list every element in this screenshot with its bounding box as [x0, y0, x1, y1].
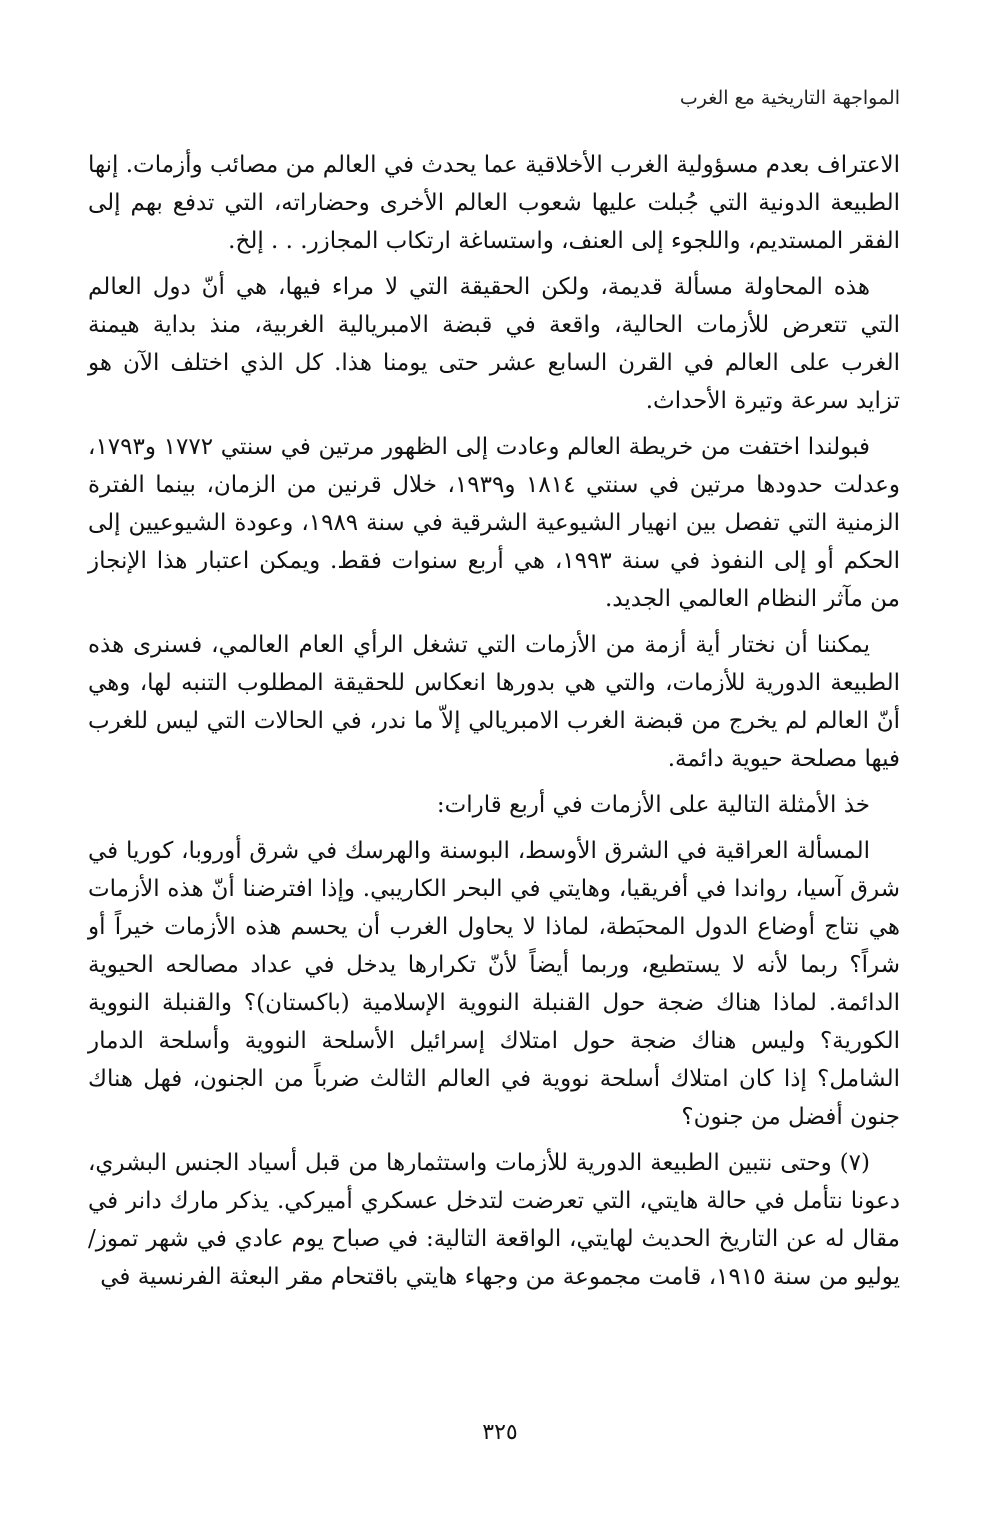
body-text: [88, 146, 900, 1304]
paragraph-2: هذه المحاولة مسألة قديمة، ولكن الحقيقة التي لا مراء فيها، هي أنّ دول العالم التي تتعرض للأزمات الحالية، واقعة في قبضة الامبريالية الغربية، منذ بداية هيمنة الغرب على العالم في القرن السابع عشر حتى يومنا هذا. كل الذي اختلف الآن هو تزايد سرعة وتيرة الأحداث.: [88, 274, 900, 414]
paragraph-1: الاعتراف بعدم مسؤولية الغرب الأخلاقية عما يحدث في العالم من مصائب وأزمات. إنها الطبيعة الدونية التي جُبلت عليها شعوب العالم الأخرى وحضاراته، التي تدفع بهم إلى الفقر المستديم، واللجوء إلى العنف، واستساغة ارتكاب المجازر. . . إلخ.: [88, 152, 900, 254]
paragraph-6: المسألة العراقية في الشرق الأوسط، البوسنة والهرسك في شرق أوروبا، كوريا في شرق آسيا، رواندا في أفريقيا، وهايتي في البحر الكاريبي. وإذا افترضنا أنّ هذه الأزمات هي نتاج أوضاع الدول المحبَطة، لماذا لا يحاول الغرب أن يحسم هذه الأزمات خيراً أو شراً؟ ربما لأنه لا يستطيع، وربما أيضاً لأنّ تكرارها يدخل في عداد مصالحه الحيوية الدائمة. لماذا هناك ضجة حول القنبلة النووية الإسلامية (باكستان)؟ والقنبلة النووية الكورية؟ وليس هناك ضجة حول امتلاك إسرائيل الأسلحة النووية وأسلحة الدمار الشامل؟ إذا كان امتلاك أسلحة نووية في العالم الثالث ضرباً من الجنون، فهل هناك جنون أفضل من جنون؟: [88, 838, 900, 1130]
page-number: ٣٢٥: [482, 1420, 518, 1445]
paragraph-3: فبولندا اختفت من خريطة العالم وعادت إلى الظهور مرتين في سنتي ١٧٧٢ و١٧٩٣، وعدلت حدودها مرتين في سنتي ١٨١٤ و١٩٣٩، خلال قرنين من الزمان، بينما الفترة الزمنية التي تفصل بين انهيار الشيوعية الشرقية في سنة ١٩٨٩، وعودة الشيوعيين إلى الحكم أو إلى النفوذ في سنة ١٩٩٣، هي أربع سنوات فقط. ويمكن اعتبار هذا الإنجاز من مآثر النظام العالمي الجديد.: [88, 434, 900, 612]
paragraph-4: يمكننا أن نختار أية أزمة من الأزمات التي تشغل الرأي العام العالمي، فسنرى هذه الطبيعة الدورية للأزمات، والتي هي بدورها انعكاس للحقيقة المطلوب التنبه لها، وهي أنّ العالم لم يخرج من قبضة الغرب الامبريالي إلاّ ما ندر، في الحالات التي ليس للغرب فيها مصلحة حيوية دائمة.: [88, 632, 900, 772]
paragraph-5: خذ الأمثلة التالية على الأزمات في أربع قارات:: [436, 792, 870, 818]
running-header: المواجهة التاريخية مع الغرب: [679, 87, 900, 109]
paragraph-7: (٧) وحتى نتبين الطبيعة الدورية للأزمات واستثمارها من قبل أسياد الجنس البشري، دعونا نتأمل في حالة هايتي، التي تعرضت لتدخل عسكري أميركي. يذكر مارك دانر في مقال له عن التاريخ الحديث لهايتي، الواقعة التالية: في صباح يوم عادي في شهر تموز/ يوليو من سنة ١٩١٥، قامت مجموعة من وجهاء هايتي باقتحام مقر البعثة الفرنسية في: [88, 1150, 900, 1290]
